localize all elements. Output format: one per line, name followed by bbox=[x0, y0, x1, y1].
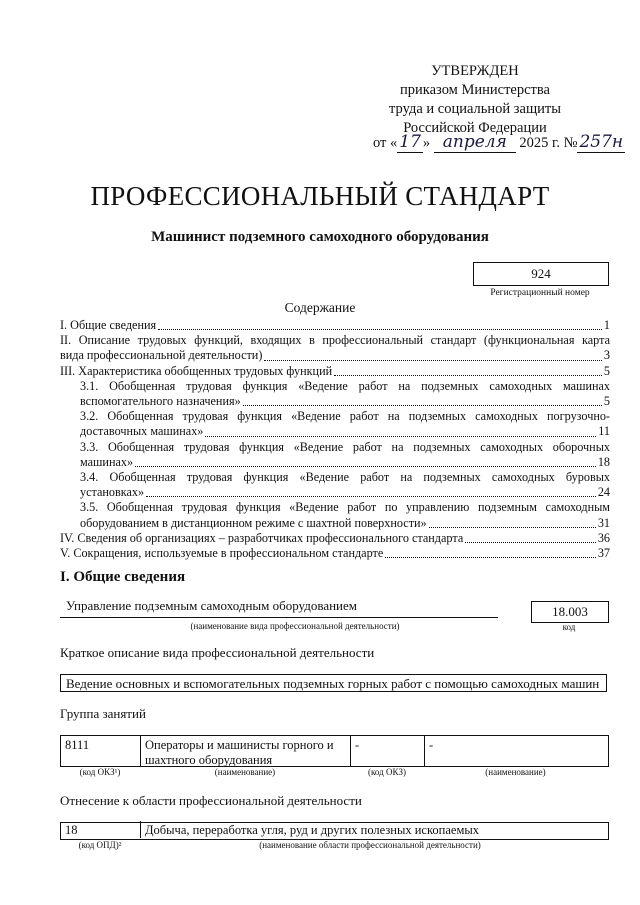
order-number: 257н bbox=[579, 132, 624, 152]
approval-line: УТВЕРЖДЕН bbox=[431, 63, 519, 79]
opd-name-caption: (наименование области профессиональной деятельности) bbox=[259, 840, 481, 850]
brief-description-text: Ведение основных и вспомогательных подземных горных работ с помощью самоходных машин bbox=[60, 674, 607, 692]
toc-entry[interactable] bbox=[60, 364, 610, 379]
opd-name: Добыча, переработка угля, руд и других полезных ископаемых bbox=[145, 823, 480, 837]
toc-entry-text: III. Характеристика обобщенных трудовых функций bbox=[60, 363, 333, 378]
toc-entry-text: I. Общие сведения bbox=[60, 318, 157, 332]
order-month: апреля bbox=[434, 132, 516, 153]
okz-code-1: 8111 bbox=[61, 736, 141, 766]
okz-name-1: Операторы и машинисты горного и шахтного оборудования bbox=[141, 736, 351, 766]
toc-entry-text: 3.2. Обобщенная трудовая функция «Ведение работ на подземных самоходных погрузочно- bbox=[80, 409, 610, 424]
toc-entry-page: 37 bbox=[597, 546, 610, 561]
toc-entry[interactable] bbox=[60, 409, 610, 439]
toc-entry-text: IV. Сведения об организациях – разработчиках профессионального стандарта bbox=[60, 530, 464, 545]
toc-entry-text: 3.5. Обобщенная трудовая функция «Ведение работ по управлению подземным самоходным bbox=[80, 500, 610, 515]
activity-area-table bbox=[60, 822, 609, 840]
toc-entry-page: 36 bbox=[597, 530, 610, 545]
opd-code: 18 bbox=[61, 821, 141, 838]
toc-entry-page: 3 bbox=[603, 348, 610, 363]
order-day: 17 bbox=[399, 132, 421, 152]
okz-code-1-caption: (код ОКЗ¹) bbox=[79, 767, 121, 777]
toc-entry-text: доставочных машинах» bbox=[80, 424, 204, 439]
toc-entry[interactable] bbox=[60, 333, 610, 363]
order-year: 2025 г. № bbox=[519, 135, 578, 151]
toc-entry-page: 24 bbox=[597, 485, 610, 500]
toc-entry-text: машинах» bbox=[80, 454, 134, 469]
toc-entry-text: установках» bbox=[80, 485, 145, 500]
toc-entry-page: 5 bbox=[603, 363, 610, 378]
toc-entry[interactable] bbox=[60, 440, 610, 470]
toc-entry[interactable] bbox=[60, 379, 610, 409]
toc-entry[interactable] bbox=[60, 318, 610, 333]
activity-code-caption: код bbox=[562, 622, 576, 632]
activity-area-label: Отнесение к области профессиональной деятельности bbox=[60, 793, 362, 808]
approval-line: Российской Федерации bbox=[403, 120, 547, 136]
registration-number-box: 924 bbox=[473, 262, 609, 286]
table-of-contents bbox=[60, 318, 610, 561]
document-subtitle: Машинист подземного самоходного оборудования bbox=[151, 229, 489, 245]
document-title: ПРОФЕССИОНАЛЬНЫЙ СТАНДАРТ bbox=[90, 181, 550, 211]
toc-entry-text: оборудованием в дистанционном режиме с шахтной поверхности» bbox=[80, 515, 427, 530]
occupation-group-label: Группа занятий bbox=[60, 706, 146, 721]
okz-code-2-caption: (код ОКЗ) bbox=[368, 767, 406, 777]
toc-heading: Содержание bbox=[284, 300, 356, 315]
toc-entry-text: вспомогательного назначения» bbox=[80, 394, 241, 409]
toc-entry-page: 11 bbox=[598, 424, 610, 439]
section-heading: I. Общие сведения bbox=[60, 569, 186, 585]
toc-entry-page: 1 bbox=[603, 318, 610, 332]
okz-name-1-caption: (наименование) bbox=[214, 767, 276, 777]
toc-entry-page: 31 bbox=[597, 515, 610, 530]
approval-line: труда и социальной защиты bbox=[389, 101, 561, 117]
toc-entry[interactable] bbox=[60, 470, 610, 500]
toc-entry[interactable] bbox=[60, 500, 610, 530]
toc-entry[interactable] bbox=[60, 531, 610, 546]
okz-name-2: - bbox=[429, 738, 434, 752]
order-line bbox=[373, 132, 625, 153]
toc-entry-text: V. Сокращения, используемые в профессиональном стандарте bbox=[60, 546, 384, 561]
toc-entry-text: 3.4. Обобщенная трудовая функция «Ведение работ на подземных самоходных буровых bbox=[80, 470, 610, 485]
order-prefix: от « bbox=[373, 135, 398, 151]
occupation-group-table bbox=[60, 735, 609, 767]
registration-number-label: Регистрационный номер bbox=[490, 288, 590, 298]
toc-entry-text: 3.3. Обобщенная трудовая функция «Ведение работ на подземных самоходных оборочных bbox=[80, 439, 610, 454]
order-mid: » bbox=[422, 135, 431, 151]
approval-line: приказом Министерства bbox=[400, 82, 550, 98]
activity-code: 18.003 bbox=[531, 601, 609, 623]
opd-code-caption: (код ОПД)² bbox=[78, 840, 122, 850]
toc-entry[interactable] bbox=[60, 546, 610, 561]
toc-entry-page: 18 bbox=[597, 454, 610, 469]
toc-entry-text: 3.1. Обобщенная трудовая функция «Ведение работ на подземных самоходных машинах bbox=[80, 378, 610, 393]
toc-entry-text: II. Описание трудовых функций, входящих в профессиональный стандарт (функциональная карта bbox=[60, 333, 610, 348]
activity-name: Управление подземным самоходным оборудованием bbox=[60, 598, 498, 618]
activity-name-caption: (наименование вида профессиональной деятельности) bbox=[190, 621, 400, 631]
okz-name-2-caption: (наименование) bbox=[485, 767, 546, 777]
toc-entry-text: вида профессиональной деятельности) bbox=[60, 348, 263, 363]
brief-description-label: Краткое описание вида профессиональной деятельности bbox=[60, 645, 375, 660]
okz-code-2: - bbox=[351, 736, 425, 766]
toc-entry-page: 5 bbox=[603, 394, 610, 409]
approval-block bbox=[330, 62, 620, 138]
